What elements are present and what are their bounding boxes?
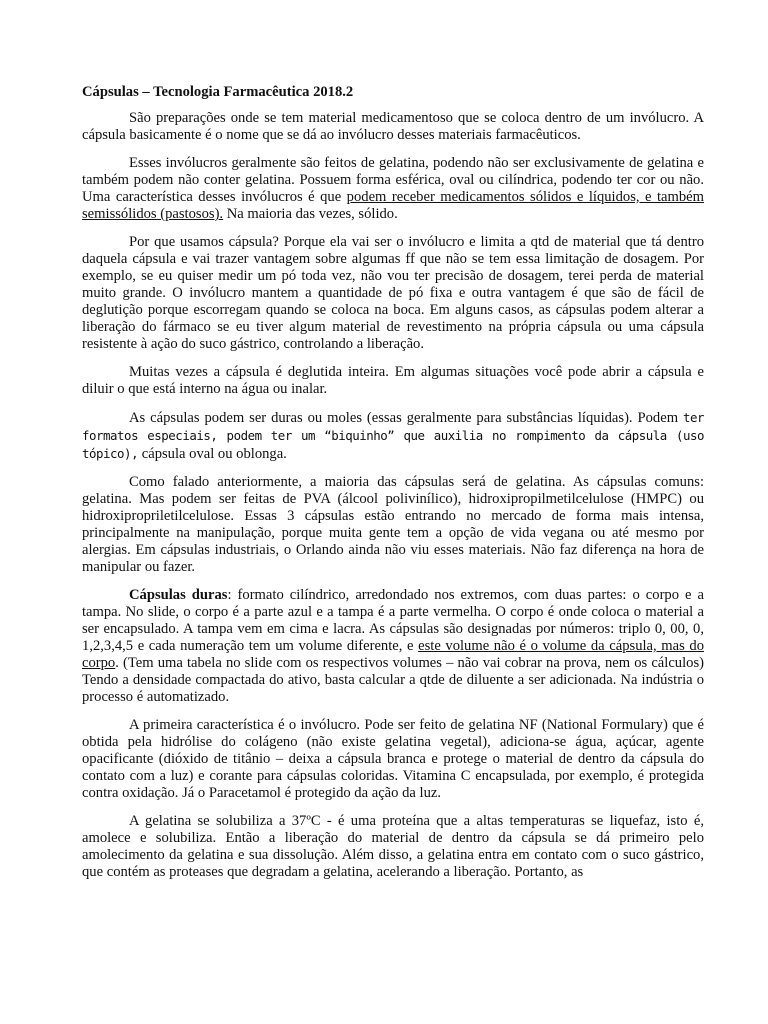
paragraph-envelopes-text: Esses invólucros geralmente são feitos de gelatina, podendo não ser exclusivamente de gelatina e também podem não conter gelatina. Possuem forma esférica, oval ou cilíndrica, podendo ter cor ou não. Uma característica desses invólucros é que [82, 155, 704, 205]
paragraph-why-capsules: Por que usamos cápsula? Porque ela vai ser o invólucro e limita a qtd de material que tá dentro daquela cápsula e vai trazer vantagem sobre algumas ff que não se tem essa limitação de dosagem. Por exemplo, se eu quiser medir um pó toda vez, não vou ter precisão de dosagem, terei perda de material muito grande. O invólucro mantem a quantidade de pó fixa e outra vantagem é que são de fácil de deglutição porque escorregam quando se coloca na boca. Em alguns casos, as cápsulas podem alterar a liberação do fármaco se eu tiver algum material de revestimento na própria cápsula ou uma cápsula resistente à ação do suco gástrico, controlando a liberação. [82, 234, 704, 352]
underlined-volume-note: este volume não é o volume da cápsula, mas do corpo [82, 638, 704, 671]
document-body [82, 84, 704, 892]
paragraph-envelopes-end: Na maioria das vezes, sólido. [223, 206, 398, 222]
hard-capsules-heading: Cápsulas duras [129, 587, 228, 603]
paragraph-envelope-characteristic: A primeira característica é o invólucro. Pode ser feito de gelatina NF (National Formulary) que é obtida pela hidrólise do colágeno (não existe gelatina vegetal), adiciona-se água, açúcar, agente opacificante (dióxido de titânio – deixa a cápsula branca e protege o material de dentro da cápsula do contato com a luz) e corante para cápsulas coloridas. Vitamina C encapsulada, por exemplo, é protegida contra oxidação. Já o Paracetamol é protegido da ação da luz. [82, 717, 704, 801]
paragraph-envelopes [82, 155, 704, 223]
paragraph-hard-soft-text: As cápsulas podem ser duras ou moles (essas geralmente para substâncias líquidas). Podem [129, 410, 683, 426]
special-formats-note: ter formatos especiais, podem ter um “biquinho” que auxilia no rompimento da cápsula (uso tópico), [82, 410, 704, 461]
paragraph-swallowed: Muitas vezes a cápsula é deglutida inteira. Em algumas situações você pode abrir a cápsula e diluir o que está interno na água ou inalar. [82, 364, 704, 397]
underlined-contents-note: podem receber medicamentos sólidos e líquidos, e também semissólidos (pastosos). [82, 189, 704, 222]
hard-capsules-text: : formato cilíndrico, arredondado nos extremos, com duas partes: o corpo e a tampa. No slide, o corpo é a parte azul e a tampa é a parte vermelha. O corpo é onde coloca o material a ser encapsulado. A tampa vem em cima e lacra. As cápsulas são designadas por números: triplo 0, 00, 0, 1,2,3,4,5 e cada numeração tem um volume diferente, e [82, 587, 704, 654]
paragraph-intro: São preparações onde se tem material medicamentoso que se coloca dentro de um invólucro. A cápsula basicamente é o nome que se dá ao invólucro desses materiais farmacêuticos. [82, 110, 704, 143]
paragraph-hard-capsules [82, 587, 704, 706]
paragraph-materials: Como falado anteriormente, a maioria das cápsulas será de gelatina. As cápsulas comuns: gelatina. Mas podem ser feitas de PVA (álcool polivinílico), hidroxipropilmetilcelulose (HMPC) ou hidroxipropriletilcelulose. Essas 3 cápsulas estão entrando no mercado de forma mais intensa, principalmente na manipulação, porque muita gente tem a opção de vida vegana ou até mesmo por alergias. Em cápsulas industriais, o Orlando ainda não viu esses materiais. Não faz diferença na hora de manipular ou fazer. [82, 474, 704, 575]
hard-capsules-end: . (Tem uma tabela no slide com os respectivos volumes – não vai cobrar na prova, nem os cálculos) Tendo a densidade compactada do ativo, basta calcular a qtde de diluente a ser adicionada. Na indústria o processo é automatizado. [82, 655, 704, 705]
paragraph-gelatin-solubility: A gelatina se solubiliza a 37ºC - é uma proteína que a altas temperaturas se liquefaz, isto é, amolece e solubiliza. Então a liberação do material de dentro da cápsula se dá primeiro pelo amolecimento da gelatina e sua dissolução. Além disso, a gelatina entra em contato com o suco gástrico, que contém as proteases que degradam a gelatina, acelerando a liberação. Portanto, as [82, 813, 704, 880]
paragraph-hard-soft [82, 409, 704, 463]
paragraph-hard-soft-end: cápsula oval ou oblonga. [138, 446, 287, 462]
document-title: Cápsulas – Tecnologia Farmacêutica 2018.2 [82, 84, 354, 100]
